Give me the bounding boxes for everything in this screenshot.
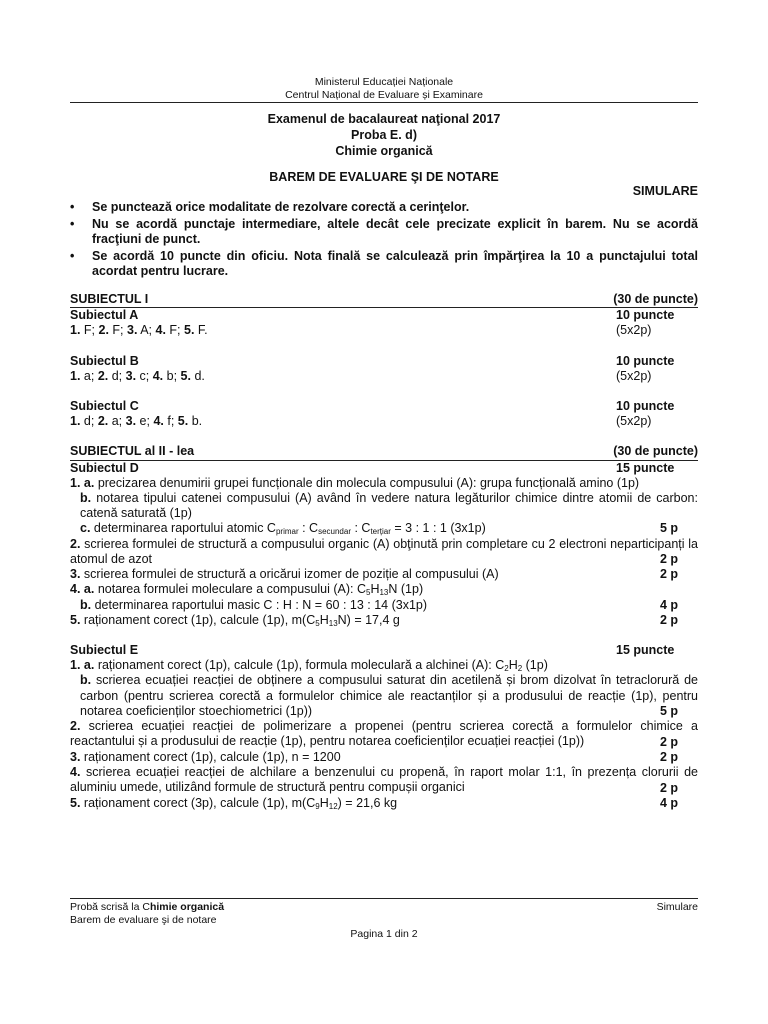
footer-divider (70, 898, 698, 899)
item-d1b: b. notarea tipului catenei compusului (A) având în vedere natura legăturilor chimice dintre atomii de carbon: catenă saturată (1p) (80, 491, 698, 521)
item-e1-points: 5 p (659, 704, 678, 719)
item-d5: 5. raționament corect (1p), calcule (1p), $m(C_5H_{13}N) = 17,4$ g 2 p (70, 612, 678, 628)
footer-simulare: Simulare (656, 901, 698, 913)
item-d2-points: 2 p (659, 552, 678, 567)
item-e5: 5. raționament corect (3p), calcule (1p), $m(C_9H_{12}) = 21,6$ kg 4 p (70, 795, 678, 811)
rule-item: • Nu se acordă punctaje intermediare, altele decât cele precizate explicit în barem. Nu se acordă fracţiuni de punct. (70, 216, 698, 246)
bullet-icon: • (70, 248, 75, 263)
header-divider (70, 102, 698, 103)
bullet-icon: • (70, 216, 75, 231)
section-header-s2: SUBIECTUL al II - lea (30 de puncte) (70, 444, 698, 460)
item-e1a: 1. a. raționament corect (1p), calcule (1p), formula moleculară a alchinei (A): $C_2H_2$ (1p) (70, 658, 548, 674)
item-d1a: 1. a. precizarea denumirii grupei funcționale din molecula compusului (A): grupa funcțională amino (1p) (70, 475, 640, 490)
subsection-b-header: Subiectul B 10 puncte (70, 353, 675, 368)
item-d3: 3. scrierea formulei de structură a oricărui izomer de poziție al compusului (A) 2 p (70, 567, 678, 582)
subject-title: Chimie organică (335, 144, 433, 158)
answer-key: 1. d; 2. a; 3. e; 4. f; 5. b. (70, 414, 203, 429)
answer-key: 1. a; 2. d; 3. c; 4. b; 5. d. (70, 368, 205, 383)
rule-item: • Se punctează orice modalitate de rezolvare corectă a cerinţelor. (70, 200, 470, 214)
simulare-label: SIMULARE (632, 184, 698, 198)
grading-rules (70, 200, 698, 281)
rule-item: • Se acordă 10 puncte din oficiu. Nota finală se calculează prin împărţirea la 10 a punctajului total acordat pentru lucrare. (70, 248, 698, 278)
subsection-a-header: Subiectul A 10 puncte (70, 308, 675, 323)
evaluation-center-name: Centrul Național de Evaluare și Examinare (285, 88, 483, 101)
item-e2-points: 2 p (659, 734, 678, 749)
item-d4b: b. determinarea raportului masic C : H : N = 60 : 13 : 14 (3x1p) 4 p (80, 597, 678, 612)
exam-titles (70, 111, 698, 159)
item-e2: 2. scrierea ecuației reacției de polimerizare a propenei (pentru scrierea corectă a formulelor chimice a reactantului și a produsului de reacție (1p), pentru notarea coeficienților ecuației reacției (1p)) (70, 719, 698, 749)
subsection-a-answers: 1. F; 2. F; 3. A; 4. F; 5. F. (5x2p) (70, 323, 652, 338)
item-e4-points: 2 p (659, 780, 678, 795)
barem-title: BAREM DE EVALUARE ŞI DE NOTARE (269, 170, 499, 184)
page-footer (70, 901, 698, 927)
item-d4a: 4. a. notarea formulei moleculare a compusului (A): $C_5H_{13}N$ (1p) (70, 582, 424, 598)
barem-content (70, 292, 698, 811)
item-e3: 3. raționament corect (1p), calcule (1p), n = 1200 2 p (70, 749, 678, 764)
answer-key: 1. F; 2. F; 3. A; 4. F; 5. F. (70, 323, 208, 338)
section-header-s1: SUBIECTUL I (30 de puncte) (70, 292, 698, 308)
subsection-c-answers: 1. d; 2. a; 3. e; 4. f; 5. b. (5x2p) (70, 414, 652, 429)
item-e1b: b. scrierea ecuației reacției de obținere a compusului saturat din acetilenă și brom dizolvat în tetraclorură de carbon (pentru scrierea corectă a formulelor chimice ale reactanților și a produsului de reacție (1p), pentru notarea coeficienților stoechiometrici (1p)) (80, 673, 698, 718)
subsection-b-answers: 1. a; 2. d; 3. c; 4. b; 5. d. (5x2p) (70, 368, 652, 383)
page-number: Pagina 1 din 2 (350, 928, 418, 940)
page-header (70, 76, 698, 101)
ministry-name: Ministerul Educației Naționale (314, 76, 454, 88)
item-d1c: c. determinarea raportului atomic $C_{primar}$ : $C_{secundar}$ : $C_{terțiar} = 3$ : 1 : 1 (3x1p) 5 p (80, 521, 678, 537)
bullet-icon: • (70, 200, 75, 214)
subsection-c-header: Subiectul C 10 puncte (70, 399, 675, 414)
exam-title: Examenul de bacalaureat naţional 2017 (267, 112, 501, 126)
footer-barem-label: Barem de evaluare şi de notare (70, 914, 217, 926)
subsection-d-header: Subiectul D 15 puncte (70, 460, 675, 475)
item-d2: 2. scrierea formulei de structură a compusului organic (A) obţinută prin completare cu 2 electroni neparticipanți la atomul de azot (70, 536, 698, 566)
subsection-e-header: Subiectul E 15 puncte (70, 643, 675, 658)
proba-title: Proba E. d) (351, 128, 417, 142)
footer-exam-label: Probă scrisă la Chimie organică (70, 901, 225, 913)
item-e4: 4. scrierea ecuației reacției de alchilare a benzenului cu propenă, în raport molar 1:1, în prezența clorurii de aluminiu umede, utilizând formule de structură pentru compușii organici (70, 765, 699, 795)
